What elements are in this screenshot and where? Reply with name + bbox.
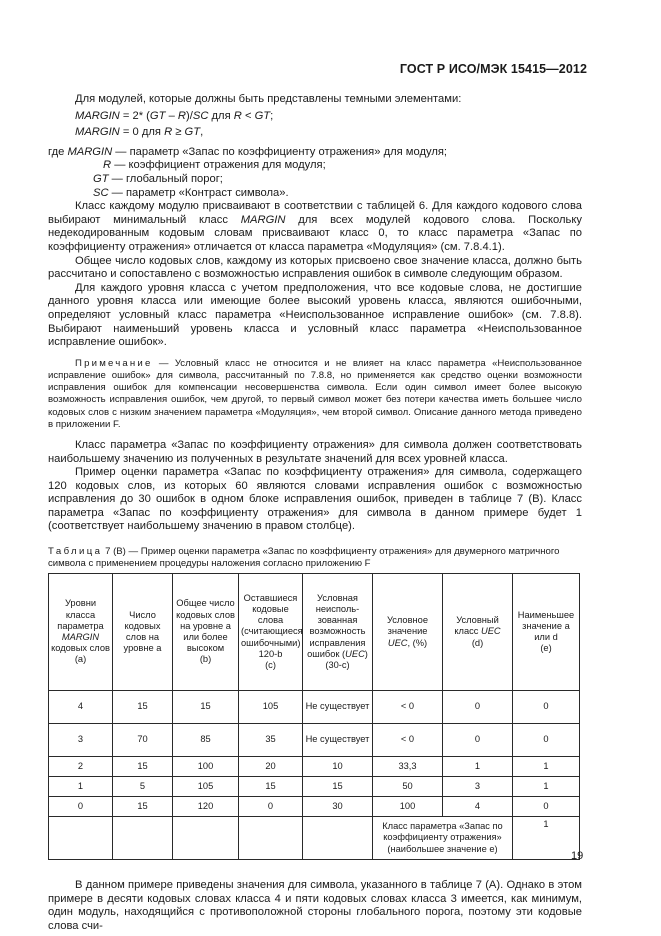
table-cell: 15 [113,691,173,724]
header-notional-uec-value [373,574,443,691]
standard-header: ГОСТ Р ИСО/МЭК 15415—2012 [399,62,587,76]
table-cell: 35 [239,724,303,757]
page-body [48,93,582,933]
text-run: для всех модулей кодового слова. Поскольку недекодированным кодовым словам присваивают класс 0, то класс параметра «Запас по коэффициенту отражения» отличается от класса параметра «Модуляция» (см. 7.8.4.1). [48,213,582,253]
legend-desc: — параметр «Контраст символа». [108,186,289,199]
formula-text: , [200,126,204,139]
page-number: 19 [571,850,584,862]
table-cell: Не существует [303,724,373,757]
formula-text: < [241,109,255,122]
formula-text: = 0 для [119,126,165,139]
table-cell: 10 [303,757,373,777]
header-text: (c) [265,660,276,671]
formula-text: = 2* ( [119,109,150,122]
paragraph-dark-modules: Для модулей, которые должны быть представлены темными элементами: [75,93,462,105]
header-codeword-count [113,574,173,691]
table-cell: 0 [49,797,113,817]
summary-label-cell: Класс параметра «Запас по коэффициенту отражения» (наибольшее значение е) [373,817,513,860]
table-cell-empty [239,817,303,860]
margin-evaluation-table [48,573,580,860]
table-cell: 4 [49,691,113,724]
legend-symbol: SC [93,186,109,199]
note-paragraph [48,358,582,431]
legend-desc: — параметр «Запас по коэффициенту отражения» для модуля; [112,145,448,158]
header-text: Условная неисполь-зованная возможность исправления ошибок ( [307,592,366,659]
table-cell: 0 [513,797,580,817]
header-notional-uec-grade [443,574,513,691]
formula-text: )/ [186,109,193,122]
header-symbol: UEC [345,648,365,659]
table-row [49,757,580,777]
header-text: Условное значение [386,615,429,637]
text-symbol: MARGIN [240,213,286,226]
paragraph-total-codewords: Общее число кодовых слов, каждому из которых присвоено свое значение класса, должно быть рассчитано и сопоставлено с возможностью исправления ошибок в символе следующим образом. [48,254,582,281]
symbol-legend [48,146,582,200]
formula-symbol: R [177,109,187,122]
formula-symbol: R [233,109,242,122]
table-cell: 30 [303,797,373,817]
formula-symbol: GT [149,109,166,122]
header-text: ) [364,648,368,659]
note-text: — Условный класс не относится и не влияет на класс параметра «Неиспользованное исправление ошибок» для символа, рассчитанный по 7.8.8, но применяется как средство оценки возможности исправления ошибок для компенсации несовершенства символа. Если один символ имеет более высокую возможность исправления ошибок, чем другой, то первый символ может без потери качества иметь большее число кодовых слов с низким значением параметра «Модуляция», чем второй символ. Описание данного метода приведено в приложении F. [48,357,582,430]
formula-text: ; [270,109,274,122]
table-cell: 100 [373,797,443,817]
header-notional-uec [303,574,373,691]
header-total-codewords [173,574,239,691]
header-lowest-value [513,574,580,691]
table-cell: 105 [173,777,239,797]
legend-symbol: R [103,159,112,172]
formula-symbol: SC [192,109,209,122]
formula-symbol: MARGIN [75,109,120,122]
table-cell: < 0 [373,691,443,724]
formula-symbol: R [164,126,173,139]
table-cell: 50 [373,777,443,797]
header-text: (d) [471,637,484,648]
summary-value-cell: 1 [513,817,580,860]
legend-symbol: GT [93,172,109,185]
legend-margin [48,146,582,160]
header-text: Наименьшее значение а или d [517,609,575,643]
table-cell: 105 [239,691,303,724]
paragraph-each-level: Для каждого уровня класса с учетом предположения, что все кодовые слова, не достигшие данного уровня класса или имеющие более высокий уровень класса, являются ошибочными, определяют условный класс параметра «Неиспользованное исправление ошибок» (см. 7.8.8). Выбирают наименьший уровень класса и условный класс параметра «Неиспользованное исправление ошибок». [48,281,582,349]
table-cell: 0 [443,724,513,757]
legend-desc: — коэффициент отражения для модуля; [111,159,326,172]
note-label: Примечание [75,357,153,369]
table-cell: 0 [513,724,580,757]
header-symbol: UEC [481,626,501,637]
table-cell: 15 [303,777,373,797]
table-summary-row [49,817,580,860]
formula-text: ≥ [172,126,185,139]
paragraph-class-assignment [48,200,582,254]
table-cell-empty [113,817,173,860]
table-cell: 33,3 [373,757,443,777]
formula-symbol: MARGIN [75,126,120,139]
table-cell: 4 [443,797,513,817]
legend-intro: где [48,145,68,158]
paragraph-example-values: В данном примере приведены значения для символа, указанного в таблице 7 (А). Однако в этом примере в десяти кодовых словах класса 4 и пяти кодовых словах класса 3 имеется, как минимум, один модуль, находящийся с противоположной стороны глобального порога, поэтому эти кодовые слова счи- [48,879,582,932]
header-symbol: UEC [387,637,408,648]
table-cell: Не существует [303,691,373,724]
header-text: Уровни класса параметра [57,598,104,631]
table-cell: 3 [443,777,513,797]
table-cell: 2 [49,757,113,777]
formula-text: – [165,109,178,122]
paragraph-example: Пример оценки параметра «Запас по коэффициенту отражения» для символа, содержащего 120 кодовых слов, из которых 60 являются словами исправления ошибок с возможностью исправления до 30 ошибок в одном блоке исправления ошибок, приведен в таблице 7 (В). Класс параметра «Запас по коэффициенту отражения» для символа в данном примере будет 1 (соответствует наибольшему значению в правом столбце). [48,466,582,533]
formula-margin-2 [48,126,582,140]
formula-symbol: GT [184,126,201,139]
legend-sc [48,187,582,201]
table-cell: 5 [113,777,173,797]
table-cell: 0 [239,797,303,817]
legend-symbol: MARGIN [67,145,113,158]
header-text: (30-c) [325,660,350,671]
table-cell: 0 [443,691,513,724]
formula-text: для [208,109,234,122]
header-text: , (%) [407,637,428,648]
table-cell: 1 [49,777,113,797]
header-text: Оставшиеся кодовые слова (считающиеся ошибочными) 120-b [241,592,303,659]
table-cell: 1 [513,757,580,777]
formula-margin-1 [48,110,582,124]
table-cell-empty [173,817,239,860]
table-cell: 1 [513,777,580,797]
table-header-row [49,574,580,691]
table-caption-text: 7 (В) — Пример оценки параметра «Запас по коэффициенту отражения» для двумерного матричного символа с применением процедуры наложения согласно приложению F [48,546,560,570]
table-row [49,724,580,757]
header-text: (b) [199,654,212,665]
table-row [49,797,580,817]
header-text: (а) [74,654,87,665]
table-cell: < 0 [373,724,443,757]
table-cell: 15 [239,777,303,797]
table-cell-empty [303,817,373,860]
header-text: (e) [540,643,552,654]
header-text: Общее число кодовых слов на уровне а или более высоком [176,598,235,654]
legend-desc: — глобальный порог; [108,172,223,185]
legend-r [48,159,582,173]
table-cell: 15 [173,691,239,724]
table-cell: 85 [173,724,239,757]
table-cell: 0 [513,691,580,724]
table-row [49,691,580,724]
header-text: кодовых слов [51,643,110,654]
table-caption-label: Таблица [48,546,103,558]
text-run: Класс каждому модулю присваивают в соответствии с таблицей 6. Для каждого кодового слова выбирают минимальный класс [48,200,582,226]
table-row [49,777,580,797]
table-cell: 3 [49,724,113,757]
table-caption [48,546,582,570]
header-text: Условный класс [454,615,499,637]
header-symbol: MARGIN [61,632,100,643]
legend-gt [48,173,582,187]
table-cell: 15 [113,757,173,777]
table-cell: 1 [443,757,513,777]
header-remaining-codewords [239,574,303,691]
formula-symbol: GT [254,109,271,122]
paragraph-symbol-class: Класс параметра «Запас по коэффициенту отражения» для символа должен соответствовать наибольшему значению из полученных в результате значений для всех уровней класса. [48,438,582,465]
table-cell: 70 [113,724,173,757]
header-grade-levels [49,574,113,691]
table-cell: 20 [239,757,303,777]
header-text: Число кодовых слов на уровне а [123,609,162,654]
table-cell: 120 [173,797,239,817]
table-cell-empty [49,817,113,860]
table-cell: 100 [173,757,239,777]
table-cell: 15 [113,797,173,817]
